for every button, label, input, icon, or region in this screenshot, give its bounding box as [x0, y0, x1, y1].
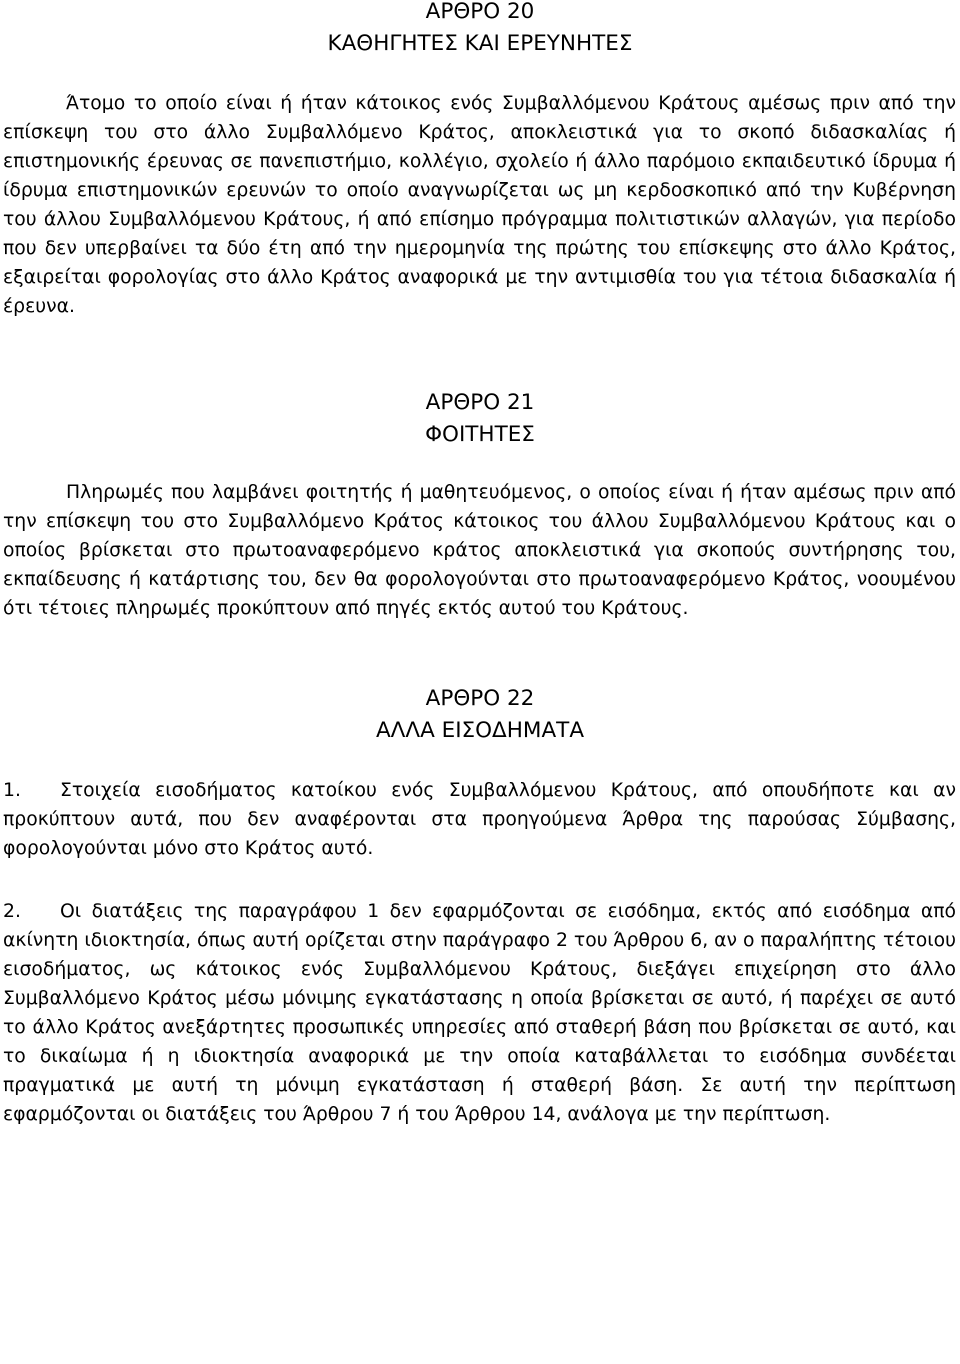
article-20: [0, 0, 960, 60]
article-22: [0, 683, 960, 747]
article-22-paragraph-2: [3, 897, 956, 1129]
paragraph-number: 1.: [3, 780, 21, 801]
article-22-title: ΑΛΛΑ ΕΙΣΟΔΗΜΑΤΑ: [375, 718, 585, 743]
article-21-text: Πληρωμές που λαμβάνει φοιτητής ή μαθητευόμενος, ο οποίος είναι ή ήταν αμέσως πριν από την επίσκεψη του στο Συμβαλλόμενο Κράτος κάτοικος του άλλου Συμβαλλόμενου Κράτους και ο οποίος βρίσκεται στο πρωτοαναφερόμενο κράτος αποκλειστικά για σκοπούς συντήρησης του, εκπαίδευσης ή κατάρτισης του, δεν θα φορολογούνται στο πρωτοαναφερόμενο Κράτος, νοουμένου ότι τέτοιες πληρωμές προκύπτουν από πηγές εκτός αυτού του Κράτους.: [3, 482, 956, 619]
article-22-number: ΑΡΘΡΟ 22: [425, 686, 535, 711]
paragraph-number: 2.: [3, 901, 21, 922]
article-20-title: ΚΑΘΗΓΗΤΕΣ ΚΑΙ ΕΡΕΥΝΗΤΕΣ: [327, 31, 633, 56]
article-22-paragraph-1: [3, 776, 956, 863]
paragraph-text: Οι διατάξεις της παραγράφου 1 δεν εφαρμόζονται σε εισόδημα, εκτός από εισόδημα από ακίνητη ιδιοκτησία, όπως αυτή ορίζεται στην παράγραφο 2 του Άρθρου 6, αν ο παραλήπτης τέτοιου εισοδήματος, ως κάτοικος ενός Συμβαλλόμενου Κράτους, διεξάγει επιχείρηση στο άλλο Συμβαλλόμενο Κράτος μέσω μόνιμης εγκατάστασης η οποία βρίσκεται σε αυτό, ή παρέχει σε αυτό το άλλο Κράτος ανεξάρτητες προσωπικές υπηρεσίες από σταθερή βάση που βρίσκεται σε αυτό, και το δικαίωμα ή η ιδιοκτησία αναφορικά με την οποία καταβάλλεται το εισόδημα συνδέεται πραγματικά με αυτή τη μόνιμη εγκατάσταση ή σταθερή βάση. Σε αυτή την περίπτωση εφαρμόζονται οι διατάξεις του Άρθρου 7 ή του Άρθρου 14, ανάλογα με την περίπτωση.: [3, 901, 956, 1125]
article-21-title: ΦΟΙΤΗΤΕΣ: [425, 422, 535, 447]
article-20-number: ΑΡΘΡΟ 20: [425, 0, 535, 24]
article-20-text: Άτομο το οποίο είναι ή ήταν κάτοικος ενός Συμβαλλόμενου Κράτους αμέσως πριν από την επίσκεψη του στο άλλο Συμβαλλόμενο Κράτος, αποκλειστικά για το σκοπό διδασκαλίας ή επιστημονικής έρευνας σε πανεπιστήμιο, κολλέγιο, σχολείο ή άλλο παρόμοιο εκπαιδευτικό ίδρυμα ή ίδρυμα επιστημονικών ερευνών το οποίο αναγνωρίζεται ως μη κερδοσκοπικό από την Κυβέρνηση του άλλου Συμβαλλόμενου Κράτους, ή από επίσημο πρόγραμμα πολιτιστικών αλλαγών, για περίοδο που δεν υπερβαίνει τα δύο έτη από την ημερομηνία της πρώτης του επίσκεψης στο άλλο Κράτος, εξαιρείται φορολογίας στο άλλο Κράτος αναφορικά με την αντιμισθία του για τέτοια διδασκαλία ή έρευνα.: [3, 93, 956, 317]
article-21-number: ΑΡΘΡΟ 21: [425, 390, 535, 415]
paragraph-text: Στοιχεία εισοδήματος κατοίκου ενός Συμβαλλόμενου Κράτους, από οπουδήποτε και αν προκύπτουν αυτά, που δεν αναφέρονται στα προηγούμενα Άρθρα της παρούσας Σύμβασης, φορολογούνται μόνο στο Κράτος αυτό.: [3, 780, 956, 859]
article-21: [0, 387, 960, 451]
